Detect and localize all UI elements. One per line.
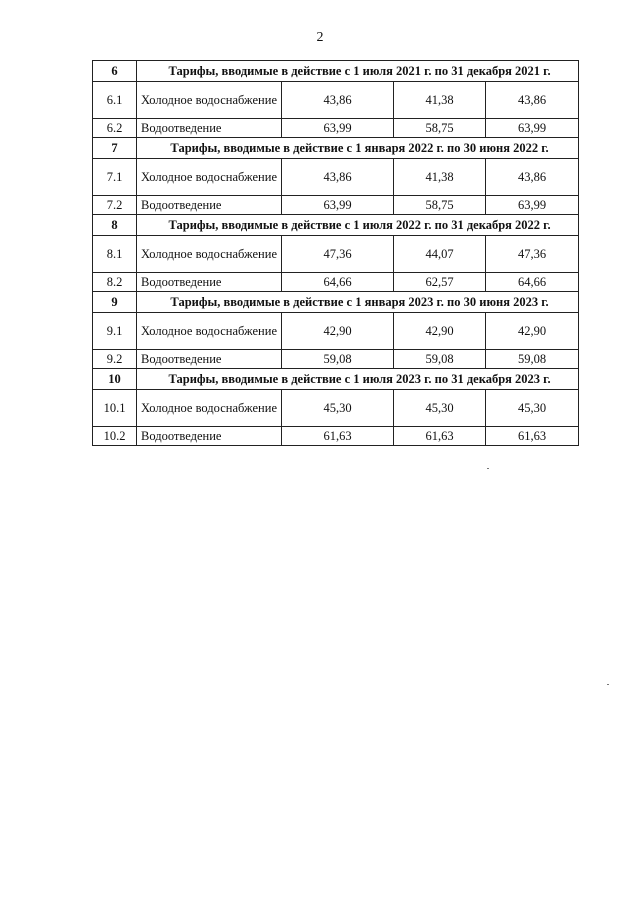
- tariff-value-3: 63,99: [486, 119, 579, 138]
- section-title: Тарифы, вводимые в действие с 1 июля 2023 г. по 31 декабря 2023 г.: [137, 369, 579, 390]
- tariff-value-2: 58,75: [394, 196, 486, 215]
- service-name: Водоотведение: [137, 350, 282, 369]
- table-row: [93, 427, 579, 446]
- tariff-value-2: 45,30: [394, 390, 486, 427]
- section-title: Тарифы, вводимые в действие с 1 июля 2021 г. по 31 декабря 2021 г.: [137, 61, 579, 82]
- service-name: Холодное водоснабжение: [137, 236, 282, 273]
- row-number: 8.2: [93, 273, 137, 292]
- tariffs-table: [92, 60, 579, 446]
- table-row: [93, 390, 579, 427]
- row-number: 6.1: [93, 82, 137, 119]
- table-row: [93, 236, 579, 273]
- tariff-value-1: 43,86: [282, 159, 394, 196]
- row-number: 10.1: [93, 390, 137, 427]
- tariff-value-2: 41,38: [394, 82, 486, 119]
- tariff-value-1: 61,63: [282, 427, 394, 446]
- section-header-row: [93, 61, 579, 82]
- tariff-value-3: 43,86: [486, 159, 579, 196]
- tariff-value-2: 61,63: [394, 427, 486, 446]
- tariff-value-3: 43,86: [486, 82, 579, 119]
- table-row: [93, 119, 579, 138]
- tariff-value-1: 64,66: [282, 273, 394, 292]
- scan-speck: [487, 468, 489, 469]
- tariff-value-2: 44,07: [394, 236, 486, 273]
- tariff-value-3: 63,99: [486, 196, 579, 215]
- section-number: 8: [93, 215, 137, 236]
- tariff-value-1: 47,36: [282, 236, 394, 273]
- tariff-value-3: 59,08: [486, 350, 579, 369]
- tariff-value-3: 42,90: [486, 313, 579, 350]
- section-title: Тарифы, вводимые в действие с 1 января 2023 г. по 30 июня 2023 г.: [137, 292, 579, 313]
- tariff-value-3: 47,36: [486, 236, 579, 273]
- service-name: Холодное водоснабжение: [137, 159, 282, 196]
- tariff-value-2: 62,57: [394, 273, 486, 292]
- scan-speck: [607, 684, 609, 685]
- section-number: 7: [93, 138, 137, 159]
- service-name: Водоотведение: [137, 119, 282, 138]
- tariff-value-1: 63,99: [282, 119, 394, 138]
- page-number: 2: [316, 30, 324, 45]
- tariff-value-2: 42,90: [394, 313, 486, 350]
- row-number: 9.2: [93, 350, 137, 369]
- tariff-value-2: 41,38: [394, 159, 486, 196]
- section-header-row: [93, 138, 579, 159]
- service-name: Холодное водоснабжение: [137, 313, 282, 350]
- section-header-row: [93, 215, 579, 236]
- row-number: 10.2: [93, 427, 137, 446]
- row-number: 7.2: [93, 196, 137, 215]
- tariff-value-1: 63,99: [282, 196, 394, 215]
- table-row: [93, 82, 579, 119]
- tariff-value-3: 64,66: [486, 273, 579, 292]
- row-number: 8.1: [93, 236, 137, 273]
- section-title: Тарифы, вводимые в действие с 1 января 2022 г. по 30 июня 2022 г.: [137, 138, 579, 159]
- service-name: Водоотведение: [137, 273, 282, 292]
- table-row: [93, 196, 579, 215]
- service-name: Холодное водоснабжение: [137, 82, 282, 119]
- tariff-value-1: 42,90: [282, 313, 394, 350]
- table-row: [93, 159, 579, 196]
- section-number: 10: [93, 369, 137, 390]
- table-row: [93, 350, 579, 369]
- row-number: 6.2: [93, 119, 137, 138]
- section-header-row: [93, 292, 579, 313]
- section-title: Тарифы, вводимые в действие с 1 июля 2022 г. по 31 декабря 2022 г.: [137, 215, 579, 236]
- tariff-value-2: 59,08: [394, 350, 486, 369]
- section-number: 6: [93, 61, 137, 82]
- section-header-row: [93, 369, 579, 390]
- tariff-value-1: 45,30: [282, 390, 394, 427]
- service-name: Водоотведение: [137, 196, 282, 215]
- tariff-value-1: 59,08: [282, 350, 394, 369]
- table-row: [93, 273, 579, 292]
- service-name: Холодное водоснабжение: [137, 390, 282, 427]
- tariff-value-1: 43,86: [282, 82, 394, 119]
- row-number: 7.1: [93, 159, 137, 196]
- row-number: 9.1: [93, 313, 137, 350]
- table-row: [93, 313, 579, 350]
- section-number: 9: [93, 292, 137, 313]
- tariff-value-2: 58,75: [394, 119, 486, 138]
- tariff-value-3: 61,63: [486, 427, 579, 446]
- tariff-value-3: 45,30: [486, 390, 579, 427]
- service-name: Водоотведение: [137, 427, 282, 446]
